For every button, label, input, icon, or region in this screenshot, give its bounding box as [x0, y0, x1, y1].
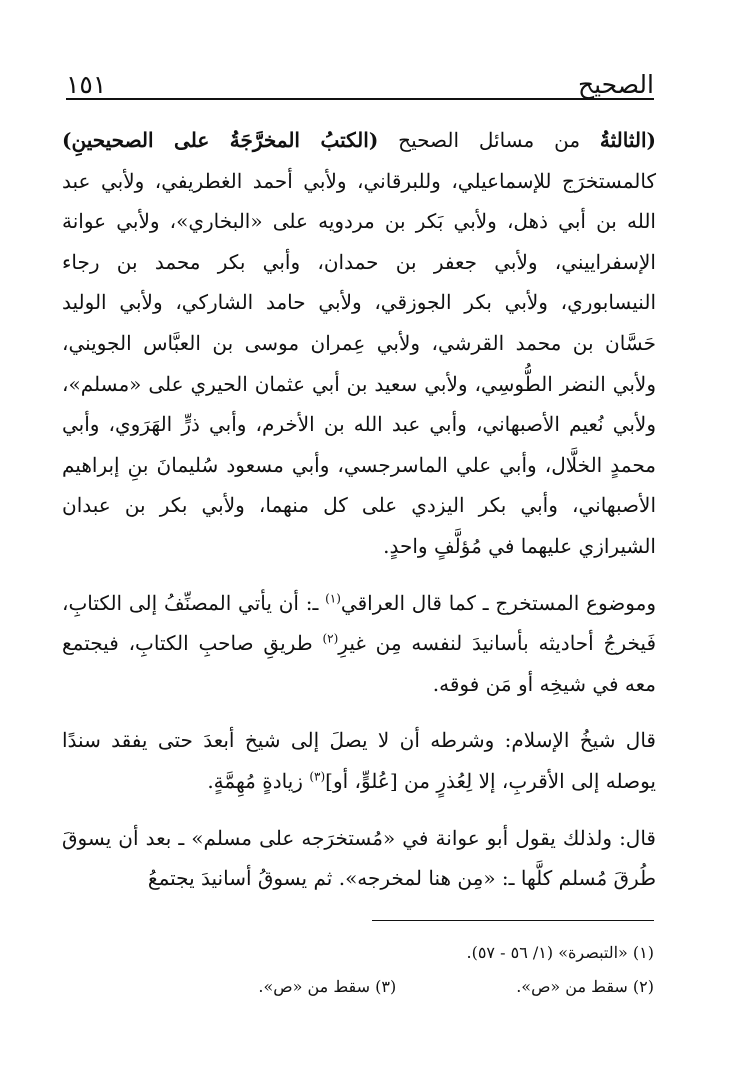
section-title: (الكتبُ المخرَّجَةُ على الصحيحينِ) [62, 128, 379, 152]
section-lead: الثالثةُ [599, 128, 647, 152]
footnotes [62, 936, 654, 1004]
paragraph-2-part-b: ـ: أن يأتي المصنِّفُ إلى الكتابِ، فَيخرجُ أحاديثه بأسانيدَ لنفسه مِن غيرِ [62, 590, 657, 656]
footnote-2: (٢) سقط من «ص». [516, 977, 654, 996]
page-header [66, 58, 654, 100]
paragraph-2-part-a: وموضوع المستخرج ـ كما قال العراقي [340, 590, 656, 615]
paragraph-4-text: قال: ولذلك يقول أبو عوانة في «مُستخرَجه على مسلم» ـ بعد أن يسوقَ طُرقَ مُسلم كلَّها ـ: «مِن هنا لمخرجه». ثم يسوقُ أسانيدَ يجتمعُ [62, 825, 656, 891]
paragraph-1-mid: من مسائل الصحيح [378, 128, 600, 152]
footnote-rule [372, 920, 654, 921]
footnote-ref-1[interactable]: (١) [325, 590, 341, 605]
paragraph-3-part-a: قال شيخُ الإسلام: وشرطه أن لا يصلَ إلى شيخ أبعدَ حتى يفقد سندًا يوصله إلى الأقربِ، إلا لِعُذرٍ من [عُلوٍّ، أو] [62, 728, 656, 793]
open-paren: ( [646, 128, 657, 152]
page-number: ١٥١ [66, 70, 107, 99]
paragraph-3-part-b: زيادةٍ مُهِمَّةٍ. [207, 768, 310, 793]
paragraph-4 [62, 818, 656, 899]
footnote-row-2 [62, 970, 654, 1004]
paragraph-2 [62, 583, 656, 705]
header-rule [66, 98, 654, 100]
footnote-ref-3[interactable]: (٣) [309, 769, 326, 784]
footnote-1: (١) «التبصرة» (١/ ٥٦ - ٥٧). [466, 943, 654, 962]
paragraph-1-rest: كالمستخرَج للإسماعيلي، وللبرقاني، ولأبي أحمد الغطريفي، ولأبي عبد الله بن أبي ذهل، ولأبي بَكر بن مردويه على «البخاري»، ولأبي عوانة الإسفراييني، ولأبي جعفر بن حمدان، وأبي بكر محمد بن رجاء النيسابوري، ولأبي بكر الجوزقي، ولأبي حامد الشاركي، ولأبي الوليد حَسَّان بن محمد القرشي، ولأبي عِمران موسى بن العبَّاس الجويني، ولأبي النضر الطُّوسِي، ولأبي سعيد بن أبي عثمان الحيري على «مسلم»، ولأبي نُعيم الأصبهاني، وأبي عبد الله بن الأخرم، وأبي ذرٍّ الهَرَوي، وأبي محمدٍ الخلَّال، وأبي علي الماسرجسي، وأبي مسعود سُليمانَ بنِ إبراهيم الأصبهاني، وأبي بكر اليزدي على كل منهما، ولأبي بكر بن عبدان الشيرازي عليهما في مُؤلَّفٍ واحدٍ. [62, 168, 656, 558]
footnote-ref-2[interactable]: (٢) [322, 631, 339, 646]
footnote-3: (٣) سقط من «ص». [258, 977, 397, 996]
paragraph-1 [62, 120, 656, 567]
main-text [62, 120, 656, 899]
paragraph-2-part-c: طريقِ صاحبِ الكتابِ، فيجتمع معه في شيخِه أو مَن فوقه. [62, 631, 656, 696]
paragraph-3 [62, 720, 656, 801]
running-head: الصحيح [577, 70, 654, 99]
